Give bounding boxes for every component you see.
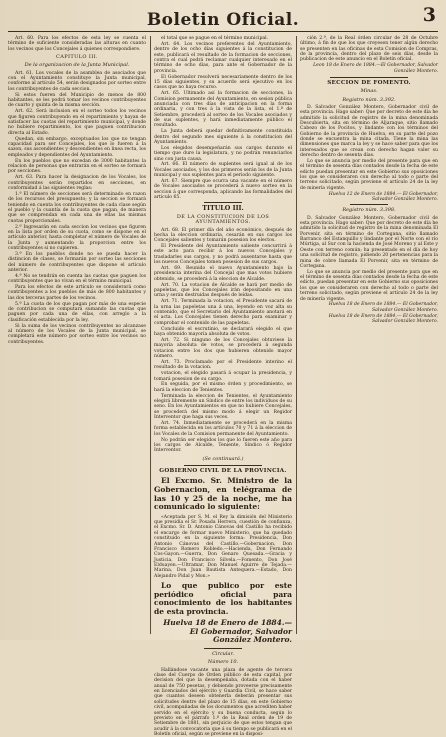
signature: Leon 18 de Enero de 1884.—El Gobernador, Salvador González Montero. (313, 63, 438, 74)
paragraph: El Presidente del Ayuntamiento saliente concurrirá á este acto para recibir á los nuevos Concejales y trasladarles sus cargos, y no podrá ausentarse hasta que los nuevos Concejales tomen posesion de sus cargos. (154, 244, 292, 266)
masthead-rule (8, 31, 438, 32)
column-divider (296, 36, 297, 634)
paragraph: En seguida, por el mismo órden y procedimiento, se hará la eleccion de Tenientes. (154, 382, 292, 393)
paragraph: Terminada la eleccion de Tenientes, el Ayuntamiento elegirá libremente un Síndico de entre los individuos de su seno. En los Ayuntamientos en que no hubiere Concejales, se procederá del mismo modo á elegir un Regidor Interventor que haga sus veces. (154, 393, 292, 421)
paragraph: votacion, el elegido pasará á ocupar la presidencia, y tomará posesion de su cargo. (154, 371, 292, 382)
paragraph: No podrán ser elegidos los que lo fueren este año para los cargos de Alcalde, Teniente, Síndico ó Regidor Interventor. (154, 437, 292, 454)
paragraph: El Gobernador resolverá necesariamente dentro de los 15 días siguientes, y su acuerdo será ejecutivo en los casos que no haya recurso. (154, 74, 292, 91)
title-subtitle: DE LA CONSTITUCION DE LOS AYUNTAMIENTOS. (176, 213, 270, 226)
title-heading: TITULO III. (202, 204, 244, 213)
article-67: Art. 67. Siempre que ocurra una vacante en el número de Vocales asociados se procederá á nuevo sorteo en la seccion á que corresponda, aplicando las formalidades del artículo 65. (154, 179, 292, 201)
registry-text: D. Salvador González Montero, Gobernador civil de esta provincia. Hago saber: Que por decreto de este día he admitido la solicitud de registro de la mina denominada Descubierta, sita en término de Aljaraque, sitio llamado Cabezo de los Pocitos, y lindante con los términos del Gobierno de la provincia de Huelva, en su parte del pozo donde se encuentra la mina citada. Tiene la mina las dimensiones que marca la ley y se hace saber para que los interesados que se crean con derecho hagan valer su derecho dentro de sesenta días. (300, 105, 438, 159)
article-72: Art. 72. Si ninguno de los Concejales obtuviese la mayoría absoluta de votos, se procederá á segunda votacion entre los dos que hubieren obtenido mayor número. (154, 337, 292, 359)
paragraph: La Junta deberá quedar definitivamente constituida dentro del segundo mes siguiente á la constitucion del Ayuntamiento. (154, 129, 292, 145)
paragraph: el total que se pague en el término municipal. (161, 36, 269, 41)
rule-5: 5.ª La cuota de los que pagan por más de una especie de contribucion se computará sumando las cuotas que paguen por cada una de ellas, con arreglo a la clasificación establecida por la ley. (8, 301, 146, 323)
signature: Huelva 18 de Enero de 1884.— El Gobernador, Salvador González Montero. (328, 302, 438, 313)
article-61: Art. 61. Los vocales de la asamblea de asociados que con el Ayuntamiento constituye la Junta municipal, conforme al artículo 54, serán designados por sorteo entre los contribuyentes de cada seccion. (8, 70, 146, 92)
circular-text: Hallándose vacante una plaza de agente de tercera clase del Cuerpo de Orden público de esta capital, por decision del que la desempeñaba, dotada con el haber anual de 750 pesetas, y debiendo proveerse precisamente en licenciados del ejército y Guardia Civil, se hace saber que cuantos deseen obtenerla deberán presentar sus solicitudes dentro del plazo de 15 días, en este Gobierno civil, acompañadas de los documentos que acrediten haber servido en el ejército y su buena conducta, según lo previsto en el párrafo 1.º de la Real orden de 19 de Setiembre de 1881, sin perjuicio de que estos tengan que acudir á la convocatoria que á su tiempo se publicará en el Boletín oficial, según se previene en la disposi- (154, 667, 292, 737)
paragraph: Para los efectos de este artículo se considerará como contribuyentes a los pueblos de más de 800 habitantes y las dos terceras partes de los vecinos. (8, 285, 146, 301)
page-number: 3 (422, 4, 436, 26)
article-65: Art. 65. Ultimado así la formacion de secciones, la Comision permanente del Ayuntamiento, en sesion pública anunciada con tres días de anticipacion en la forma ordinaria, y con tres á la vista de la lista, el 1.º de Setiembre, procederá al sorteo de los Vocales asociados y de sus suplentes, y hará inmediatamente público el resultado. (154, 91, 292, 129)
paragraph: Quedan, sin embargo, exceptuados los que no tengan capacidad para ser Concejales, los que lo fueren á la sazon, sus ascendientes y descendientes en linea recta, los empleados y dependientes del Ayuntamiento. (8, 136, 146, 158)
article-62: Art. 62. Será inclusion en el sorteo todos los vecinos que figuren contribuyendo en el repartimiento y hayan de satisfacer las cuotas del repartimiento municipal, y donde no hubiere repartimiento, los que paguen contribucion directa al Estado. (8, 109, 146, 136)
rule-2: 2.ª Ingresarán en cada seccion los vecinos que figuren en la lista por orden de su cuota, como se dispone en el artículo anterior, hasta completar el número de Vocales de la Junta y aumentando la proporcion entre los contribuyentes si no cupieren. (8, 224, 146, 251)
article-74: Art. 74. Inmediatamente se procederá en la misma forma establecida en los artículos 70 y 71 á la eleccion de los Vocales de la Comision permanente del Ayuntamiento. (154, 421, 292, 437)
signature: Huelva 18 de Enero de 1884.— El Gobernador, Salvador González Montero. (328, 313, 438, 325)
rule-4: 4.ª No se tendrán en cuenta las cuotas que paguen los contribuyentes que no vivan en el término municipal. (8, 273, 146, 285)
section-subheading: Minas. (360, 88, 378, 95)
section-rule (204, 648, 242, 649)
paragraph: Lo que se anuncia por medio del presente para que en el término de sesenta días contados desde la fecha de este edicto puedan presentar en este Gobierno sus oposiciones los que se consideraren con derecho al todo o parte del terreno solicitado, según previene el artículo 24 de la ley de minería vigente. (300, 159, 438, 191)
column-2 (154, 36, 292, 737)
section-heading: GOBIERNO CIVIL DE LA PROVINCIA. (159, 468, 287, 475)
article-68: Art. 68. El primer día del año económico, después de hecha la eleccion ordinaria, cesarán en sus cargos los Concejales salientes y tomarán posesion los electos. (154, 227, 292, 244)
column-3 (300, 36, 438, 636)
chapter-subtitle: De la organizacion de la Junta Municipal. (24, 62, 130, 69)
section-rule (184, 465, 262, 466)
article-69: Art. 69. Reunido el nuevo Ayuntamiento bajo la presidencia interina del Concejal que mas votos hubiere obtenido, se procederá á la eleccion de Alcalde. (154, 266, 292, 282)
paragraph: ción 2.ª, de la Real órden circular de 28 de Octubre último, á fin de que los que creyesen tener algún derecho se presenten en las oficinas de esta Comision de Compras, de la provincia, dentro del plazo de seis días, desde la publicacion de este anuncio en el Boletín oficial. (300, 36, 438, 63)
telegram-quote: «Aceptada por S. M. el Rey la dimisión del Ministerio que presidía el Sr. Posada Herrera, cuestión de confianza, el Excmo. Sr. D. Antonio Cánovas del Castillo ha recibido el encargo de formar nuevo Ministerio, que ha quedado constituido en la siguiente forma: Presidencia, Don Antonio Cánovas del Castillo.—Gobernacion, Don Francisco Romero Robledo.—Hacienda, Don Fernando Cos-Gayon.—Guerra, Don Genaro Quesada.—Gracia y Justicia, Don Francisco Silvela.—Fomento, Don José Elduayen.—Ultramar, Don Manuel Aguirre de Tejada.—Marina, Don Juan Bautista Antequera.—Estado, Don Alejandro Pidal y Mon.» (154, 514, 292, 579)
article-71: Art. 71. Terminada la votacion, el Presidente sacará de la urna las papeletas una á una, leyendo en voz alta su contenido, que el Secretario del Ayuntamiento anotará en el acta. Los Concejales tienen derecho para examinar y comprobar el contenido de las papeletas. (154, 299, 292, 326)
column-1 (8, 36, 146, 636)
chapter-title: CAPITULO III. (55, 54, 99, 61)
masthead (8, 4, 438, 30)
section-rule (204, 202, 242, 203)
paragraph: En los pueblos que no excedan de 3000 habitantes la relacion de personas que entrarán en el sorteo se formará por secciones. (8, 158, 146, 175)
rule-3: 3.ª En los pueblos donde no se pueda hacer la distincion de clases, se formarán por sorteo las secciones del número de contribuyentes que dispone el artículo anterior. (8, 251, 146, 273)
signature: Huelva 12 de Enero de 1884.— El Gobernador, Salvador González Montero. (328, 191, 438, 203)
circular-number: Número 10. (207, 659, 239, 666)
rule-1: 1.ª El número de secciones será determinado en razon de los recursos del presupuesto; y la seccion se formará teniendo en cuenta los contribuyentes de cada clase según el pueblo y la cuantía de la cuota que pagan, de manera que se comprendan en cada una de ellas las mismas cuotas proporcionales. (8, 191, 146, 224)
publication-note: Lo que publico por este periódico oficial para conocimiento de los habitantes de esta provincia. (154, 580, 292, 616)
article-66: Art. 66. El número de suplentes será igual al de los Vocales asociados, y los dos primeros serán los de la Junta municipal y sus suplentes para el periodo siguiente. (154, 162, 292, 179)
paragraph: Concluido el escrutinio, se declarará elegido el que haya obtenido mayoría absoluta de votos. (154, 326, 292, 337)
registry-number: Registro núm. 3.398. (342, 207, 396, 214)
article-73: Art. 73. Proclamado por el Presidente interino el resultado de la votacion. (154, 359, 292, 371)
article-64: Art. 64. Los vecinos preferentes del Ayuntamiento, dentro de los ocho días siguientes á la constitucion de este, publicará el resultado de la formacion de secciones, contra el cual podrá reclamar cualquier interesado en el término de ocho días, para ante el Gobernador de la provincia. (154, 41, 292, 74)
paragraph: Si la suma de los vecinos contribuyentes no alcanzase al número de los Vocales de la Junta municipal, se completará este número por sorteo entre los vecinos no contribuyentes. (8, 323, 146, 345)
article-60: Art. 60. Para los efectos de esta ley se cuenta el término de suficiente consideradas las alturas en cuanto los vecinos que los Concejales á quienes correspondiere. (8, 36, 146, 52)
article-70: Art. 70. La votacion de Alcalde se hará por medio de papeletas, que los Concejales irán depositando en una urna y serán destruidas después de leídas. (154, 282, 292, 299)
page-title: Boletin Oficial. (146, 10, 300, 30)
article-63: Art. 63. Para hacer la designacion de los Vocales, los contribuyentes serán repartidos en secciones, en conformidad á las siguientes reglas: (8, 175, 146, 191)
circular-title: Circular. (212, 651, 234, 658)
paragraph: Si estos fueren del Municipio de menos de 800 habitantes, se les podrá tomar los vecinos contribuyentes de cuarto y quinta de la misma sección. (8, 92, 146, 109)
telegram-lede: El Excmo. Sr. Ministro de la Gobernacion, en telégrama de las 10 y 25 de la noche, me ha comunicado lo siguiente: (154, 476, 292, 512)
signature: Huelva 18 de Enero de 1884.—El Gobernador, Salvador González Montero. (163, 618, 292, 645)
registry-text: D. Salvador González Montero, Gobernador civil de esta provincia. Hago saber: Que por decreto de este día he admitido la solicitud de registro de la mina denominada El Porvenir, sita en término de Cortegana, sitio llamado Barranco del Estanquillo y lindante por el Norte con el río Múrtiga, al Sur con la hacienda de José Moreno y al Este y Oeste con terreno común; ha presentado en el día de hoy una solicitud de registro, pidiendo 20 pertenencias para la mina de cobre llamada El Porvenir, sita en término de Cortegana. (300, 215, 438, 269)
section-heading: SECCION DE FOMENTO. (327, 80, 411, 86)
paragraph: Lo que se anuncia por medio del presente para que en el término de sesenta días contados desde la fecha de este edicto, puedan presentar en este Gobierno sus oposiciones los que se consideraren con derecho al todo o parte del terreno solicitado, según previene el artículo 24 de la ley de minería vigente. (300, 269, 438, 302)
column-divider (150, 36, 151, 634)
paragraph: Los elegidos desempeñarán sus cargos durante el tiempo que dure la legislatura, y no podrán renunciarlos sino con justa causa. (154, 145, 292, 162)
registry-number: Registro núm. 3.392. (342, 96, 396, 103)
section-rule (330, 77, 408, 78)
section-rule (350, 204, 388, 205)
continuation-note: (Se continuará.) (202, 455, 244, 462)
